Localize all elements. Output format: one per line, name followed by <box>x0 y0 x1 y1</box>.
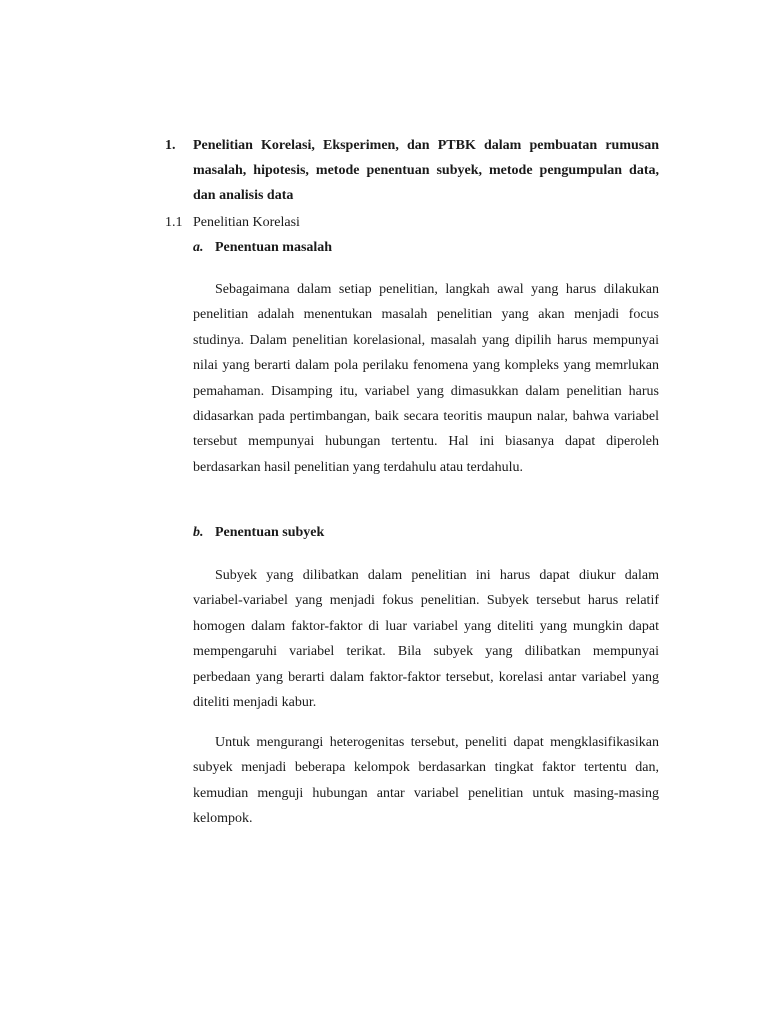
item-heading-b <box>193 520 324 545</box>
section-heading <box>165 133 659 208</box>
subsection-title: Penelitian Korelasi <box>193 215 300 230</box>
item-heading-a <box>193 235 332 260</box>
section-title: Penelitian Korelasi, Eksperimen, dan PTBK dalam pembuatan rumusan masalah, hipotesis, metode penentuan subyek, metode pengumpulan data, dan analisis data <box>193 138 659 203</box>
section-number: 1. <box>165 138 176 153</box>
subsection-heading <box>165 210 300 235</box>
paragraph-penentuan-masalah: Sebagaimana dalam setiap penelitian, langkah awal yang harus dilakukan penelitian adalah menentukan masalah penelitian yang akan menjadi focus studinya. Dalam penelitian korelasional, masalah yang dipilih harus mempunyai nilai yang berarti dalam pola perilaku fenomena yang kompleks yang memrlukan pemahaman. Disamping itu, variabel yang dimasukkan dalam penelitian harus didasarkan pada pertimbangan, baik secara teoritis maupun nalar, bahwa variabel tersebut mempunyai hubungan tertentu. Hal ini biasanya dapat diperoleh berdasarkan hasil penelitian yang terdahulu atau terdahulu. <box>193 282 659 475</box>
item-letter: a. <box>193 240 204 255</box>
item-title: Penentuan subyek <box>215 525 325 540</box>
subsection-number: 1.1 <box>165 215 183 230</box>
item-letter: b. <box>193 525 204 540</box>
paragraph-penentuan-subyek: Subyek yang dilibatkan dalam penelitian ini harus dapat diukur dalam variabel-variabel yang menjadi fokus penelitian. Subyek tersebut harus relatif homogen dalam faktor-faktor di luar variabel yang diteliti yang mungkin dapat mempengaruhi variabel terikat. Bila subyek yang dilibatkan mempunyai perbedaan yang berarti dalam faktor-faktor tersebut, korelasi antar variabel yang diteliti menjadi kabur. <box>193 568 659 711</box>
item-title: Penentuan masalah <box>215 240 333 255</box>
paragraph-heterogenitas: Untuk mengurangi heterogenitas tersebut, peneliti dapat mengklasifikasikan subyek menjadi beberapa kelompok berdasarkan tingkat faktor tertentu dan, kemudian menguji hubungan antar variabel penelitian untuk masing-masing kelompok. <box>193 735 659 827</box>
